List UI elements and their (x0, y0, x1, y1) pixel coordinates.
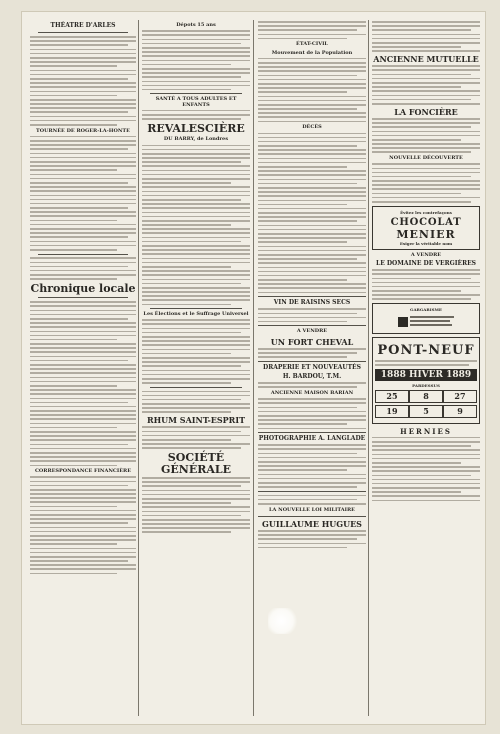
article-body (30, 476, 136, 574)
price-tag: 25 (375, 390, 409, 403)
column-4 (372, 20, 480, 716)
cheval-title: UN FORT CHEVAL (270, 336, 354, 347)
tournee-heading: TOURNÉE DE ROGER-LA-HONTE (36, 127, 130, 134)
pont-neuf-title: PONT-NEUF (377, 343, 475, 359)
article-body (30, 136, 136, 251)
article-body (258, 308, 366, 322)
article-body (258, 398, 366, 429)
maison-title: ANCIENNE MAISON BARIAN (270, 390, 354, 397)
divider (258, 325, 366, 326)
price-row (375, 405, 477, 418)
divider (38, 254, 128, 255)
menier-ad (372, 206, 480, 250)
article-body (30, 36, 136, 126)
divider (150, 387, 242, 388)
article-body (142, 391, 250, 414)
season-banner: 1888 HIVER 1889 (375, 369, 477, 381)
barry-subtitle: DU BARRY, de Londres (163, 136, 229, 143)
price-tag: 9 (443, 405, 477, 418)
article-body (258, 133, 366, 294)
divider (258, 361, 366, 362)
column-rule (368, 20, 369, 716)
article-body (372, 437, 480, 501)
divider (38, 32, 128, 33)
article-body (258, 21, 366, 39)
article-body (258, 495, 366, 505)
article-body (142, 426, 250, 449)
article-body (30, 301, 136, 466)
article-body (372, 118, 480, 153)
newspaper-page (22, 12, 485, 724)
article-body (142, 145, 250, 306)
nouvelle-decouverte-heading: NOUVELLE DÉCOUVERTE (389, 155, 463, 162)
article-body (30, 257, 136, 280)
article-body (258, 382, 366, 388)
vendre-heading: A VENDRE (410, 251, 442, 258)
theatre-heading: THÉATRE D'ARLES (50, 22, 116, 29)
guillaume-title: GUILLAUME HUGUES (262, 518, 362, 529)
vins-heading: VIN DE RAISINS SECS (273, 299, 351, 307)
price-tag: 27 (443, 390, 477, 403)
photographie-title: PHOTOGRAPHIE A. LANGLADE (258, 435, 366, 442)
etat-civil-heading: ÉTAT-CIVIL (296, 41, 328, 48)
divider (258, 516, 366, 517)
column-2 (142, 20, 250, 716)
column-1 (30, 20, 136, 716)
divider (38, 297, 128, 298)
fonciere-title: LA FONCIÈRE (394, 106, 458, 117)
revalesciere-title: REVALESCIÈRE (147, 121, 245, 135)
article-body (258, 530, 366, 548)
a-vendre-heading: A VENDRE (296, 328, 328, 335)
gargarisme-ad (372, 303, 480, 334)
divider (258, 296, 366, 297)
article-body (372, 163, 480, 202)
bottle-illustration-icon (396, 314, 456, 328)
rhum-title: RHUM SAINT-ESPRIT (146, 415, 246, 426)
article-body (142, 110, 250, 120)
article-body (372, 21, 480, 52)
divider (150, 308, 242, 309)
article-body (375, 360, 477, 366)
article-body (372, 65, 480, 104)
article-body (258, 58, 366, 122)
bardou-title: H. BARDOU, T.M. (282, 372, 342, 380)
correspondance-heading: CORRESPONDANCE FINANCIÈRE (34, 468, 132, 475)
divider (258, 491, 366, 492)
article-body (258, 444, 366, 487)
pont-neuf-ad (372, 337, 480, 424)
deces-heading: DÉCÈS (302, 124, 322, 131)
price-tag: 8 (409, 390, 443, 403)
nouvelle-loi-heading: LA NOUVELLE LOI MILITAIRE (268, 506, 355, 513)
article-body (142, 477, 250, 533)
divider (258, 432, 366, 433)
gargarisme-title: GARGARISME (410, 307, 442, 313)
article-body (372, 269, 480, 300)
menier-title: MENIER (396, 227, 456, 241)
chronique-heading: Chronique locale (30, 281, 136, 295)
price-tag: 5 (409, 405, 443, 418)
article-body (142, 30, 250, 90)
divider (150, 93, 242, 94)
column-rule (253, 20, 254, 716)
contrefacons-text: Évitez les contrefaçons (400, 209, 452, 215)
elections-heading: Les Élections et le Suffrage Universel (143, 311, 249, 318)
draperie-title: DRAPERIE ET NOUVEAUTÉS (263, 363, 361, 371)
mutuelle-title: ANCIENNE MUTUELLE (373, 53, 479, 64)
sante-heading: SANTÉ A TOUS ADULTES ET ENFANTS (155, 96, 237, 108)
paper-damage (268, 608, 298, 634)
article-body (142, 319, 250, 383)
depots-heading: Dépots 15 ans (176, 22, 216, 28)
column-rule (138, 20, 139, 716)
mouvement-subheading: Mouvement de la Population (271, 49, 353, 56)
exiger-text: Exiger la véritable nom (399, 240, 453, 246)
societe-generale-title: SOCIÉTÉ GÉNÉRALE (160, 450, 231, 476)
price-row (375, 390, 477, 403)
price-tag: 19 (375, 405, 409, 418)
domaine-title: LE DOMAINE DE VERGIÈRES (375, 259, 477, 267)
hernies-title: HERNIES (400, 426, 452, 436)
article-body (258, 348, 366, 358)
pardessus-label: PARDESSUS (412, 382, 440, 388)
chocolat-title: CHOCOLAT (390, 216, 462, 228)
